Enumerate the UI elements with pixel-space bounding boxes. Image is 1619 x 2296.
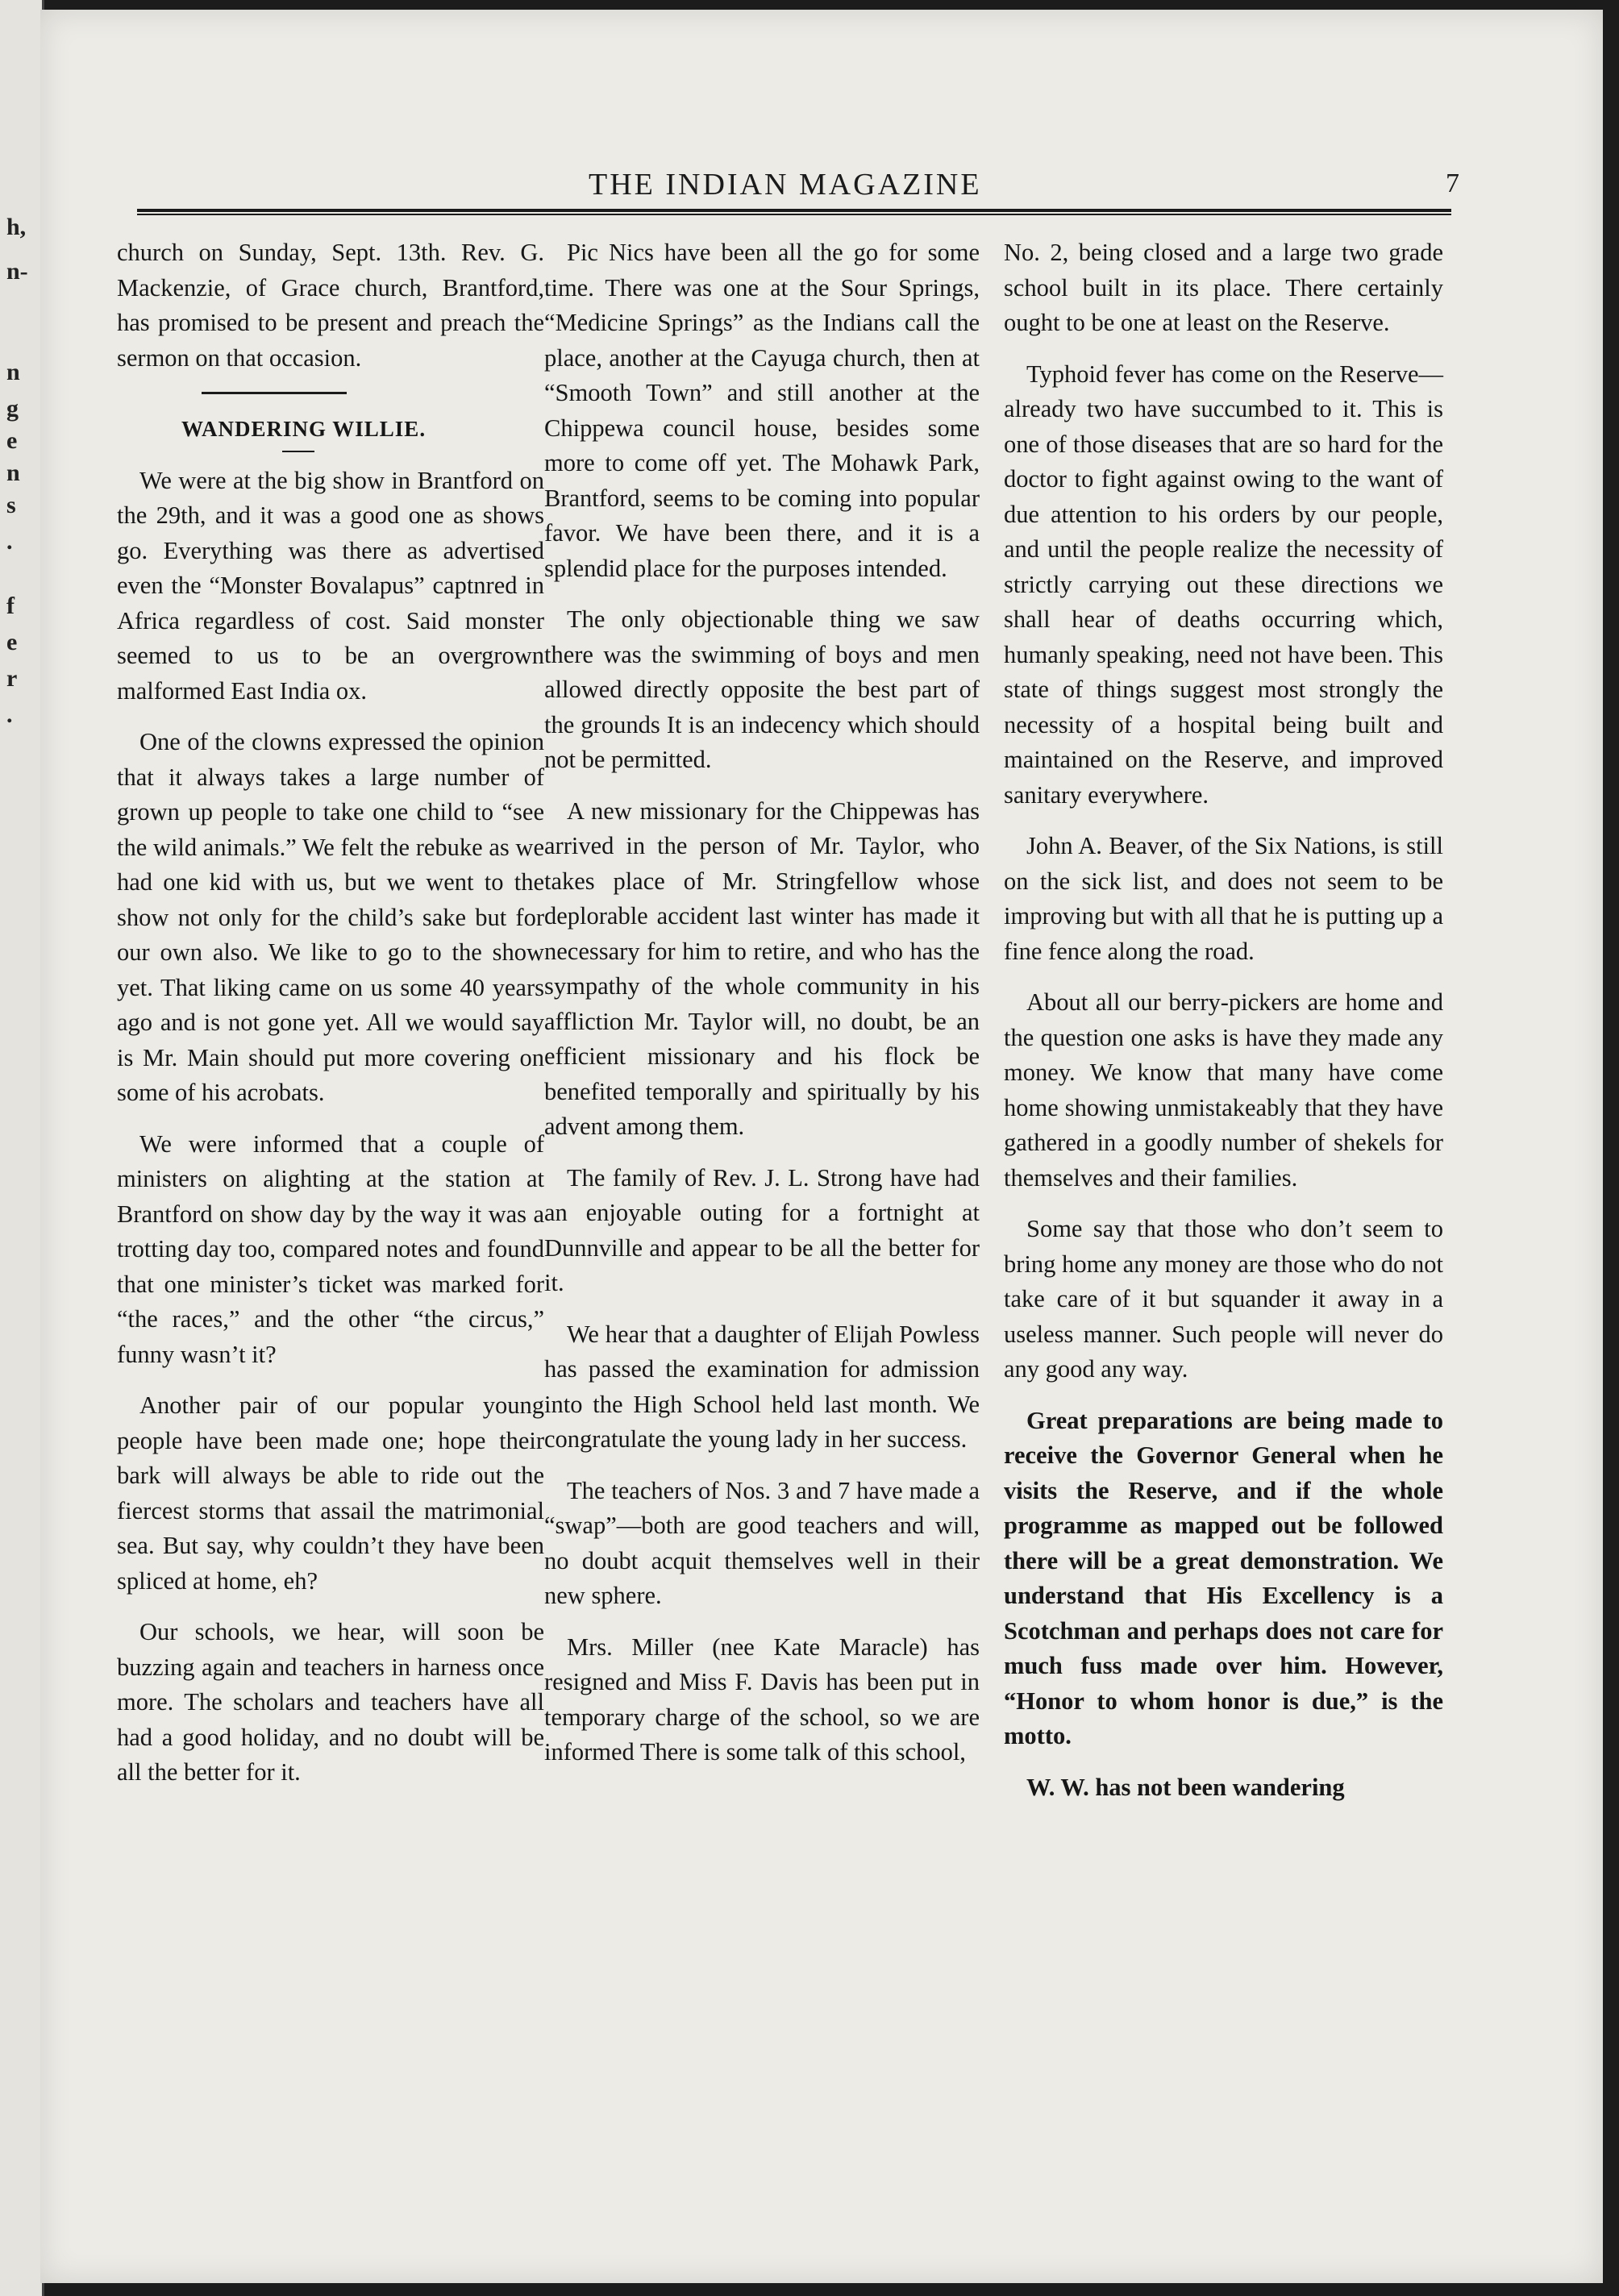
strip-text: g	[6, 395, 19, 422]
paragraph: The teachers of Nos. 3 and 7 have made a “swap”—both are good teachers and will, no doubt acquit themselves well in their new sphere.	[544, 1476, 980, 1609]
paragraph: Mrs. Miller (nee Kate Maracle) has resigned and Miss F. Davis has been put in temporary charge of the school, so we are informed There is some talk of this school,	[544, 1633, 980, 1766]
magazine-page	[40, 10, 1603, 2283]
section-heading: WANDERING WILLIE.	[181, 417, 427, 441]
strip-text: .	[6, 701, 13, 728]
strip-text: .	[6, 528, 13, 555]
strip-text: f	[6, 593, 15, 619]
section-divider	[202, 392, 347, 394]
strip-text: n	[6, 359, 20, 385]
strip-text: n-	[6, 258, 28, 285]
paragraph: Some say that those who don’t seem to bring home any money are those who do not take care of it but squander it away in a useless manner. Such people will never do any good any way.	[1004, 1215, 1443, 1383]
paragraph: About all our berry-pickers are home and the question one asks is have they made any money. We know that many have come home showing unmistakeably that they have gathered in a goodly number of shekels for themselves and their families.	[1004, 988, 1443, 1192]
paragraph: No. 2, being closed and a large two grade school built in its place. There certainly ought to be one at least on the Reserve.	[1004, 239, 1443, 336]
column-3	[1004, 235, 1443, 1821]
paragraph: One of the clowns expressed the opinion that it always takes a large number of grown up people to take one child to “see the wild animals.” We felt the rebuke as we had one kid with us, but we went to the show not only for the child’s sake but for our own also. We like to go to the show yet. That liking came on us some 40 years ago and is not gone yet. All we would say is Mr. Main should put more covering on some of his acrobats.	[117, 728, 544, 1106]
adjacent-page-edge	[0, 0, 44, 2296]
paragraph: We were informed that a couple of ministers on alighting at the station at Brantford on show day by the way it was a trotting day too, compared notes and found that one minister’s ticket was marked for “the races,” and the other “the circus,” funny wasn’t it?	[117, 1129, 544, 1368]
paragraph: A new missionary for the Chippewas has arrived in the person of Mr. Taylor, who takes place of Mr. Stringfellow whose deplorable accident last winter has made it necessary for him to retire, and who has the sympathy of the whole community in his affliction Mr. Taylor will, no doubt, be an efficient missionary and his flock be benefited temporally and spiritually by his advent among them.	[544, 797, 980, 1140]
strip-text: s	[6, 492, 16, 518]
page-number: 7	[1446, 168, 1459, 198]
paragraph: We hear that a daughter of Elijah Powless has passed the examination for admission into the High School held last month. We congratulate the young lady in her success.	[544, 1320, 980, 1453]
paragraph: Great preparations are being made to receive the Governor General when he visits the Reserve, and if the whole programme as mapped out be followed there will be a great demonstration. We understand that His Excellency is a Scotchman and perhaps does not care for much fuss made over him. However, “Honor to whom honor is due,” is the motto.	[1004, 1406, 1443, 1749]
header-rule	[137, 209, 1451, 215]
strip-text: h,	[6, 214, 27, 240]
paragraph: We were at the big show in Brantford on the 29th, and it was a good one as shows go. Everything was there as advertised even the “Monster Bovalapus” captnred in Africa regardless of cost. Said monster seemed to us to be an overgrown malformed East India ox.	[117, 466, 544, 705]
paragraph: Our schools, we hear, will soon be buzzing again and teachers in harness once more. The scholars and teachers have all had a good holiday, and no doubt will be all the better for it.	[117, 1618, 544, 1786]
column-1	[117, 235, 544, 1807]
heading-dash	[282, 451, 314, 452]
strip-text: e	[6, 427, 18, 454]
paragraph: Typhoid fever has come on the Reserve—already two have succumbed to it. This is one of those diseases that are so hard for the doctor to fight against owing to the want of due attention to his orders by our people, and until the people realize the necessity of strictly carrying out these directions we shall hear of deaths occurring which, humanly speaking, need not have been. This state of things suggest most strongly the necessity of a hospital being built and maintained on the Reserve, and improved sanitary everywhere.	[1004, 360, 1443, 809]
magazine-title: THE INDIAN MAGAZINE	[589, 168, 982, 202]
paragraph: The only objectionable thing we saw there was the swimming of boys and men allowed directly opposite the best part of the grounds It is an indecency which should not be permitted.	[544, 605, 980, 773]
strip-text: r	[6, 665, 18, 692]
paragraph: Pic Nics have been all the go for some time. There was one at the Sour Springs, “Medicine Springs” as the Indians call the place, another at the Cayuga church, then at “Smooth Town” and still another at the Chippewa council house, besides some more to come off yet. The Mohawk Park, Brantford, seems to be coming into popular favor. We have been there, and it is a splendid place for the purposes intended.	[544, 239, 980, 582]
paragraph: W. W. has not been wandering	[1026, 1773, 1345, 1801]
column-2	[544, 235, 980, 1786]
strip-text: e	[6, 629, 18, 655]
strip-text: n	[6, 460, 20, 486]
paragraph: The family of Rev. J. L. Strong have had an enjoyable outing for a fortnight at Dunnville and appear to be all the better for it.	[544, 1163, 980, 1296]
paragraph: John A. Beaver, of the Six Nations, is still on the sick list, and does not seem to be improving but with all that he is putting up a fine fence along the road.	[1004, 832, 1443, 965]
paragraph: church on Sunday, Sept. 13th. Rev. G. Mackenzie, of Grace church, Brantford, has promised to be present and preach the sermon on that occasion.	[117, 239, 544, 372]
paragraph: Another pair of our popular young people have been made one; hope their bark will always be able to ride out the fiercest storms that assail the matrimonial sea. But say, why couldn’t they have been spliced at home, eh?	[117, 1391, 544, 1595]
